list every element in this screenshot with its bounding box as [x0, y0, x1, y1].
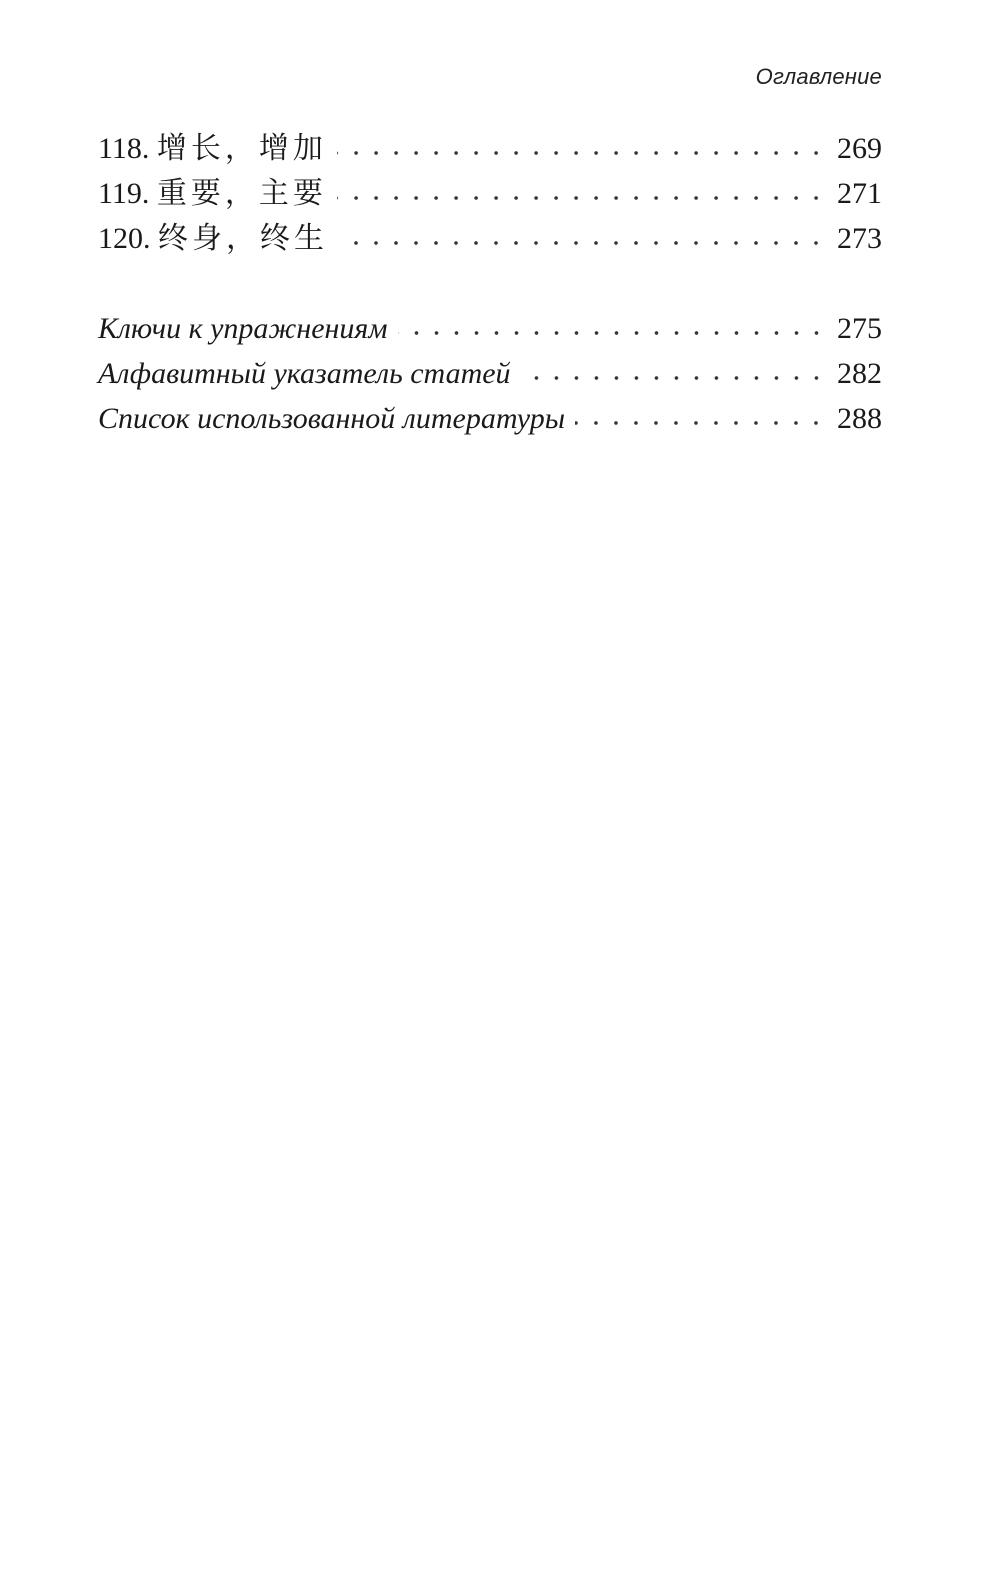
toc-entry-title: Алфавитный указатель статей: [98, 357, 511, 390]
toc-main-section: [98, 126, 882, 261]
running-head: Оглавление: [755, 64, 882, 89]
toc-entry-title: 终身，终生: [158, 221, 328, 256]
toc-entry-page: 269: [837, 132, 882, 165]
dot-leader: [337, 149, 826, 157]
toc-entry-title: 重要，主要: [156, 176, 327, 211]
dot-leader: [338, 239, 826, 247]
dot-leader: [398, 329, 827, 337]
dot-leader: [575, 419, 826, 427]
toc-entry-page: 273: [837, 222, 882, 255]
dot-leader: [521, 374, 826, 382]
toc-entry-number: 118.: [98, 132, 157, 165]
toc-entry[interactable]: [98, 306, 882, 351]
toc-entry-page: 288: [837, 402, 882, 435]
toc-entry[interactable]: [98, 216, 882, 261]
toc-entry-title: 增长，增加: [156, 131, 327, 166]
toc-entry[interactable]: [98, 351, 882, 396]
toc-entry[interactable]: [98, 396, 882, 441]
dot-leader: [337, 194, 826, 202]
toc-entry[interactable]: [98, 126, 882, 171]
toc-entry-title: Список использованной литературы: [98, 402, 566, 435]
toc-entry-page: 282: [837, 357, 882, 390]
toc-entry-title: Ключи к упражнениям: [98, 312, 388, 345]
toc-entry[interactable]: [98, 171, 882, 216]
toc-entry-page: 275: [837, 312, 882, 345]
toc-entry-number: 119.: [98, 177, 157, 210]
toc-entry-number: 120.: [98, 222, 158, 255]
toc-back-matter-section: [98, 306, 882, 441]
toc-entry-page: 271: [837, 177, 882, 210]
